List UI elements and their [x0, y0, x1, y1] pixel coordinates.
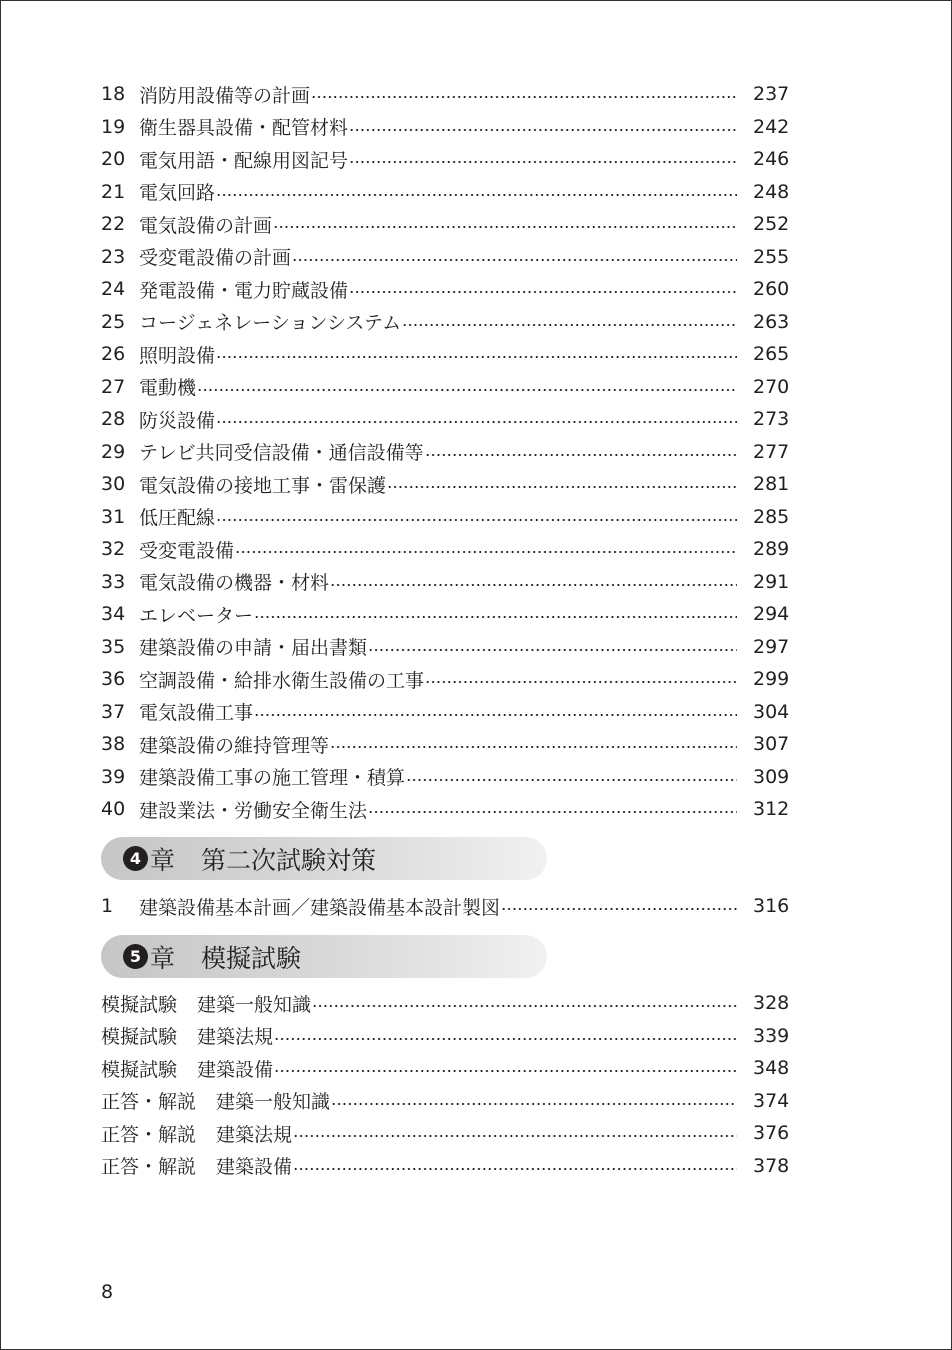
toc-entry: [101, 338, 789, 371]
page-number: 8: [101, 1281, 114, 1303]
dot-leader: [254, 616, 737, 618]
entry-number: 37: [101, 700, 126, 723]
entry-page-number: 285: [753, 505, 790, 528]
entry-number: 20: [101, 148, 126, 171]
toc-entry: [101, 890, 789, 923]
entry-number: 28: [101, 408, 126, 431]
entry-title: 電気回路: [139, 182, 216, 205]
entry-title: コージェネレーションシステム: [139, 312, 402, 335]
toc-entry: [101, 1052, 789, 1085]
entry-page-number: 281: [753, 473, 790, 496]
entry-title: 建築法規: [216, 1123, 293, 1146]
toc-entry: [101, 987, 789, 1020]
entry-number: 31: [101, 505, 126, 528]
toc-entry: [101, 403, 789, 436]
toc-entry: [101, 436, 789, 469]
toc-entry: [101, 533, 789, 566]
entry-title: 発電設備・電力貯蔵設備: [139, 279, 349, 302]
toc-main-list: [101, 78, 789, 826]
entry-number: 35: [101, 635, 126, 658]
entry-number: 36: [101, 668, 126, 691]
entry-page-number: 378: [753, 1154, 790, 1177]
chapter-number-badge: 5: [123, 944, 148, 969]
entry-page-number: 265: [753, 343, 790, 366]
entry-page-number: 270: [753, 375, 790, 398]
entry-number: 24: [101, 278, 126, 301]
toc-entry: [101, 1117, 789, 1150]
dot-leader: [197, 389, 737, 391]
dot-leader: [368, 811, 737, 813]
entry-page-number: 328: [753, 992, 790, 1015]
entry-page-number: 237: [753, 83, 790, 106]
toc-chapter-5-list: [101, 987, 789, 1182]
entry-page-number: 348: [753, 1057, 790, 1080]
entry-page-number: 248: [753, 180, 790, 203]
dot-leader: [235, 551, 737, 553]
entry-number: 38: [101, 733, 126, 756]
entry-number: 33: [101, 570, 126, 593]
entry-title: 建築法規: [197, 1026, 274, 1049]
entry-page-number: 304: [753, 700, 790, 723]
dot-leader: [349, 129, 737, 131]
entry-title: 防災設備: [139, 409, 216, 432]
entry-title: 低圧配線: [139, 507, 216, 530]
toc-entry: [101, 598, 789, 631]
chapter-title: 模擬試験: [201, 943, 302, 973]
entry-number: 30: [101, 473, 126, 496]
dot-leader: [406, 779, 737, 781]
entry-title: 受変電設備: [139, 539, 235, 562]
dot-leader: [216, 421, 737, 423]
dot-leader: [216, 194, 737, 196]
entry-title: 建築設備の維持管理等: [139, 734, 330, 757]
toc-entry: [101, 176, 789, 209]
entry-title: 建設業法・労働安全衛生法: [139, 799, 368, 822]
toc-entry: [101, 468, 789, 501]
toc-entry: [101, 761, 789, 794]
entry-prefix: 正答・解説: [101, 1091, 197, 1114]
entry-number: 32: [101, 538, 126, 561]
entry-title: 電気用語・配線用図記号: [139, 149, 349, 172]
dot-leader: [216, 519, 737, 521]
toc-entry: [101, 78, 789, 111]
entry-number: 22: [101, 213, 126, 236]
entry-page-number: 291: [753, 570, 790, 593]
dot-leader: [293, 1135, 737, 1137]
dot-leader: [274, 1070, 737, 1072]
dot-leader: [292, 259, 737, 261]
entry-page-number: 246: [753, 148, 790, 171]
dot-leader: [368, 649, 737, 651]
entry-title: 衛生器具設備・配管材料: [139, 117, 349, 140]
entry-title: 照明設備: [139, 344, 216, 367]
dot-leader: [402, 324, 737, 326]
entry-page-number: 312: [753, 798, 790, 821]
entry-number: 21: [101, 180, 126, 203]
entry-page-number: 263: [753, 310, 790, 333]
entry-page-number: 316: [753, 895, 790, 918]
entry-title: 建築設備: [216, 1156, 293, 1179]
entry-title: 建築設備の申請・届出書類: [139, 637, 368, 660]
toc-chapter-4-list: [101, 890, 789, 923]
dot-leader: [274, 1038, 737, 1040]
entry-page-number: 309: [753, 765, 790, 788]
entry-number: 18: [101, 83, 126, 106]
toc-entry: [101, 111, 789, 144]
entry-title: 受変電設備の計画: [139, 247, 292, 270]
toc-entry: [101, 208, 789, 241]
dot-leader: [254, 714, 737, 716]
entry-page-number: 273: [753, 408, 790, 431]
dot-leader: [273, 226, 737, 228]
toc-entry: [101, 273, 789, 306]
chapter-4-header: [101, 837, 547, 880]
entry-title: テレビ共同受信設備・通信設備等: [139, 442, 424, 465]
entry-page-number: 376: [753, 1122, 790, 1145]
entry-page-number: 255: [753, 245, 790, 268]
entry-title: 電気設備の機器・材料: [139, 572, 330, 595]
chapter-label: 章: [150, 845, 176, 875]
entry-page-number: 297: [753, 635, 790, 658]
entry-page-number: 299: [753, 668, 790, 691]
entry-number: 25: [101, 310, 126, 333]
chapter-title: 第二次試験対策: [201, 845, 377, 875]
dot-leader: [331, 1103, 737, 1105]
dot-leader: [330, 584, 737, 586]
toc-entry: [101, 631, 789, 664]
toc-entry: [101, 143, 789, 176]
entry-number: 40: [101, 798, 126, 821]
dot-leader: [501, 908, 737, 910]
toc-entry: [101, 501, 789, 534]
dot-leader: [311, 96, 737, 98]
entry-number: 23: [101, 245, 126, 268]
entry-title: 電動機: [139, 377, 197, 400]
entry-number: 19: [101, 115, 126, 138]
toc-entry: [101, 306, 789, 339]
entry-page-number: 374: [753, 1089, 790, 1112]
dot-leader: [312, 1005, 737, 1007]
entry-number: 34: [101, 603, 126, 626]
entry-title: 空調設備・給排水衛生設備の工事: [139, 669, 425, 692]
dot-leader: [387, 486, 737, 488]
dot-leader: [330, 746, 737, 748]
entry-number: 27: [101, 375, 126, 398]
chapter-number-badge: 4: [123, 846, 148, 871]
entry-number: 29: [101, 440, 126, 463]
dot-leader: [216, 356, 737, 358]
entry-title: エレベーター: [139, 604, 254, 627]
entry-title: 消防用設備等の計画: [139, 84, 311, 107]
entry-page-number: 277: [753, 440, 790, 463]
entry-prefix: 正答・解説: [101, 1123, 197, 1146]
entry-prefix: 模擬試験: [101, 1026, 178, 1049]
entry-page-number: 294: [753, 603, 790, 626]
toc-entry: [101, 566, 789, 599]
entry-number: 26: [101, 343, 126, 366]
chapter-5-header: [101, 935, 547, 978]
chapter-label: 章: [150, 943, 176, 973]
entry-title: 電気設備工事: [139, 702, 254, 725]
entry-page-number: 307: [753, 733, 790, 756]
dot-leader: [425, 681, 737, 683]
entry-page-number: 339: [753, 1024, 790, 1047]
toc-entry: [101, 793, 789, 826]
toc-entry: [101, 696, 789, 729]
entry-title: 建築一般知識: [216, 1091, 331, 1114]
entry-page-number: 289: [753, 538, 790, 561]
entry-prefix: 正答・解説: [101, 1156, 197, 1179]
entry-title: 電気設備の計画: [139, 214, 273, 237]
toc-entry: [101, 1085, 789, 1118]
dot-leader: [425, 454, 737, 456]
toc-entry: [101, 663, 789, 696]
toc-entry: [101, 371, 789, 404]
toc-entry: [101, 1150, 789, 1183]
entry-title: 建築設備: [197, 1058, 274, 1081]
dot-leader: [349, 291, 737, 293]
entry-page-number: 242: [753, 115, 790, 138]
toc-entry: [101, 241, 789, 274]
entry-title: 建築一般知識: [197, 993, 312, 1016]
entry-prefix: 模擬試験: [101, 993, 178, 1016]
entry-prefix: 模擬試験: [101, 1058, 178, 1081]
dot-leader: [349, 161, 737, 163]
entry-title: 電気設備の接地工事・雷保護: [139, 474, 387, 497]
entry-title: 建築設備基本計画／建築設備基本設計製図: [139, 896, 501, 919]
dot-leader: [293, 1168, 737, 1170]
entry-title: 建築設備工事の施工管理・積算: [139, 767, 406, 790]
entry-page-number: 252: [753, 213, 790, 236]
entry-page-number: 260: [753, 278, 790, 301]
entry-number: 1: [101, 895, 114, 918]
toc-entry: [101, 728, 789, 761]
toc-entry: [101, 1020, 789, 1053]
entry-number: 39: [101, 765, 126, 788]
